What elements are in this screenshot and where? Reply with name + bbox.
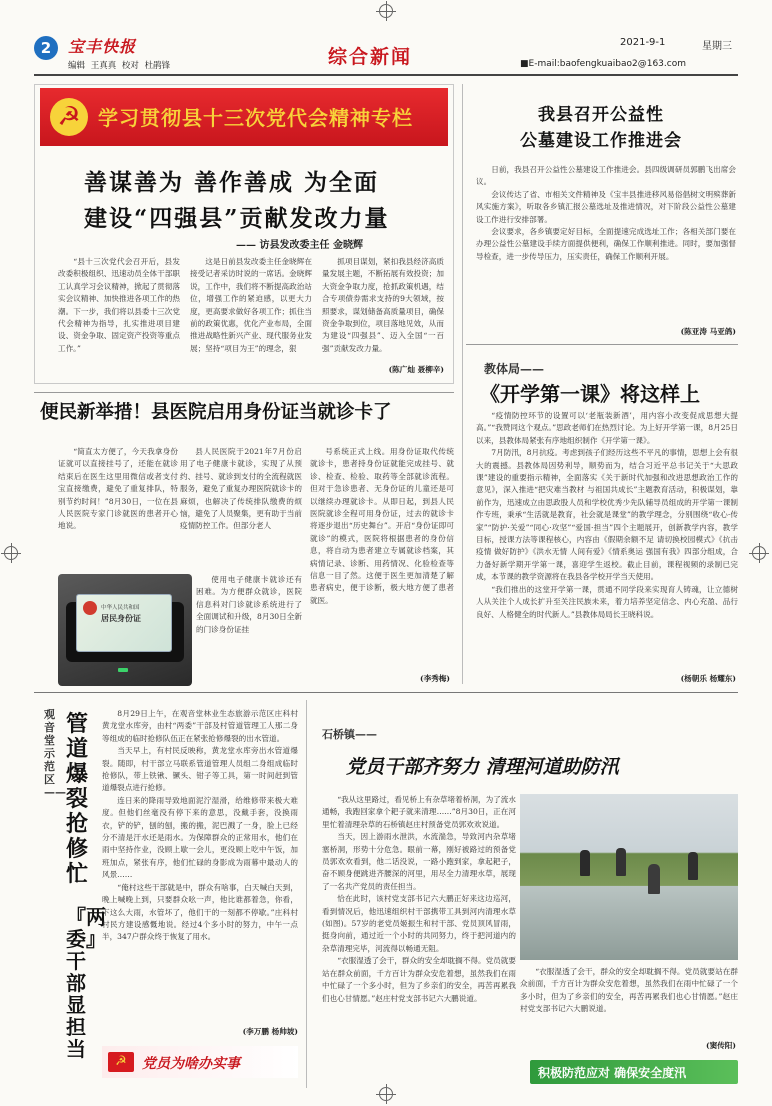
school-title: 《开学第一课》将这样上 bbox=[480, 382, 700, 406]
registration-mark-right bbox=[752, 546, 766, 560]
river-water bbox=[520, 886, 738, 960]
mid-page-rule bbox=[34, 692, 738, 693]
page-number-badge: 2 bbox=[34, 36, 58, 60]
pipe-footer-banner bbox=[102, 1046, 298, 1078]
bottom-column-divider bbox=[306, 700, 307, 1088]
river-kicker: 石桥镇—— bbox=[322, 728, 377, 741]
cemetery-title-1: 我县召开公益性 bbox=[538, 105, 664, 125]
page-header bbox=[34, 34, 738, 74]
school-body: “疫情防控环节的设置可以‘老瓶装新酒’，用内容小改变促成思想大提高。”“我赞同这个观点。”思政老师们在热烈讨论。为上好开学第一课，8月25日以来，县教体局紧张有序地组织制作《开学第一课》。 7月防汛，8月抗疫。考虑到孩子们经历这些不平凡的事情，思想上会有很大的震撼。县教体局因势利导，顺势而为，结合习近平总书记关于“大思政课”建设的重要指示精神，全面落实《关于新时代加强和改进思想政治工作的意见》，深入推进“把灾难当教材 与祖国共成长”主题教育活动，积极谋划，靠前作为，迅速成立由思政股人员和学校优秀少先队辅导员组成的开学第一课制作专班，秉承“生活就是教育，社会就是课堂”的教学理念，分别围绕“收心·传家”“防护·关爱”“同心·攻坚”“爱国·担当”四个主题展开，创新教学内容，教学目标，授课方法等课程核心，内容由《假期余额不足 请切换校园模式》《抗击疫情 做好防护》《洪水无情 人间有爱》《情系奥运 强国有我》四部分组成，合力备好新学期开学第一课，喜迎学生返校。截止目前，课程视频的录制已完成，本节课的教学资源将在我县各学校开学当天使用。 “我们推出的这堂开学第一课，贯通不同学段来实现育人铸魂，让立德树人从关注个人成长扩升至关注民族未来，着力培养坚定信念、内心充盈、品行良好、人格健全的时代新人。”县教体局局长王晓科说。 bbox=[476, 411, 738, 619]
pipe-title-a: 管道爆裂抢修忙 bbox=[66, 711, 89, 887]
party-flag-icon: ☭ bbox=[108, 1052, 134, 1072]
id-card-subtitle: 居民身份证 bbox=[101, 614, 141, 623]
special-headline-1: 善谋善为 善作善成 为全面 bbox=[84, 169, 380, 196]
river-title: 党员干部齐努力 清理河道助防汛 bbox=[346, 756, 619, 778]
right-column-divider bbox=[462, 84, 463, 684]
school-byline: (杨朝乐 杨耀东) bbox=[680, 674, 736, 683]
special-col-3: 抓项目谋划，紧扣我县经济高质量发展主题，不断拓展有效投资；加大资金争取力度，抢抓政策机遇，结合专项债券需求支持的9大领域，按照要求，谋划储备高质量项目，确保资金争取到位，项目落地见效，从而为建设“四强县”、迈入全国“一百强”贡献发改力量。 bbox=[322, 257, 444, 353]
hospital-col-1: “简直太方便了，今天我拿身份证就可以直接挂号了，还能在就诊结束后在医生这里用微信或者支付宝直接缴费，避免了重复排队，特别节约时间！”8月30日，一位在县人民医院专家门诊就医的患者开心地说。 bbox=[58, 447, 178, 531]
issue-weekday: 星期三 bbox=[702, 41, 732, 52]
worker-figure-2 bbox=[616, 848, 626, 876]
river-footer-banner bbox=[530, 1060, 738, 1084]
registration-mark-bottom bbox=[379, 1087, 393, 1101]
section-title: 综合新闻 bbox=[328, 46, 413, 68]
hospital-byline: (李秀梅) bbox=[420, 674, 450, 683]
school-kicker: 教体局—— bbox=[484, 362, 545, 376]
id-card bbox=[76, 594, 172, 652]
river-body-right: “衣服湿透了会干，群众的安全却耽搁不得。党员就要站在群众前面，千方百计为群众安危着想，虽然我们在雨中忙碌了一个多小时，但为了乡亲们的安全，再苦再累我们也心甘情愿。”赵庄村党支部书记六大鹏说道。 bbox=[520, 967, 738, 1014]
issue-date: 2021-9-1 bbox=[620, 37, 666, 48]
header-rule bbox=[34, 74, 738, 76]
staff-credits: 编辑 王真真 校对 杜鹃锋 bbox=[68, 61, 171, 71]
id-card-emblem-icon bbox=[83, 601, 97, 615]
registration-mark-top bbox=[379, 4, 393, 18]
banner-title: 学习贯彻县十三次党代会精神专栏 bbox=[98, 106, 413, 130]
hospital-title: 便民新举措！县医院启用身份证当就诊卡了 bbox=[40, 402, 392, 423]
id-card-reader-photo bbox=[58, 574, 192, 686]
contact-email: ■E-mail:baofengkuaibao2@163.com bbox=[520, 59, 686, 69]
special-headline-2: 建设“四强县”贡献发改力量 bbox=[84, 205, 390, 232]
pipe-footer-text: 党员为啥办实事 bbox=[142, 1056, 240, 1072]
hospital-col-2-top: 县人民医院于2021年7月份启用了电子健康卡就诊，实现了从预约、挂号、就诊到支付的全流程就医服务，避免了重复办理医院就诊卡的麻烦，也解决了传统排队缴费的烦恼，避免了人员聚集，更有助于当前疫情防控工作。但部分老人 bbox=[180, 447, 302, 531]
id-card-title: 中华人民共和国 bbox=[101, 605, 140, 611]
hospital-col-2-bottom: 使用电子健康卡就诊还有困难。为方便群众就诊，医院信息科对门诊就诊系统进行了全面调试和升级，8月30日全新的门诊身份证挂 bbox=[196, 575, 302, 634]
river-byline: (窦传阳) bbox=[706, 1041, 736, 1050]
river-footer-text: 积极防范应对 确保安全度汛 bbox=[538, 1066, 687, 1080]
special-col-2: 这是日前县发改委主任金晓辉在接受记者采访时说的一席话。金晓辉说，工作中，我们将不断提高政治站位，增强工作的紧迫感，以更大力度，更高要求做好各项工作；抓住当前的政策优惠，优化产业布局，全面推进战略性新兴产业、现代服务业发展；坚持“项目为王”的理念，狠 bbox=[190, 257, 312, 353]
party-emblem-icon: ☭ bbox=[50, 98, 88, 136]
hospital-top-rule bbox=[34, 392, 454, 393]
pipe-body: 8月29日上午，在观音堂林业生态旅游示范区庄科村黄龙堂水库旁，由村“两委”干部及村管道管理工人那二身等组成的临时抢修队伍正在紧张抢修爆裂的出水管道。 当天早上，有村民反映称，黄龙堂水库旁出水管道爆裂。随即，村干部立马联系管道管理人员组二身组成临时抢修队，带上铁锹、镢头、钳子等工具，第一时间赶到管道爆裂点进行抢修。 连日来的降雨导致地面泥泞湿滑，给维修带来极大难度。但他们丝毫没有停下来的意思，没戴手套，没换雨衣，铲的铲，刨的刨，搬的搬，泥巴溅了一身，脸上已经分不清是汗水还是雨水。为保障群众的正常用水，他们在雨中坚持作业，没顾上歇一会儿，更没顾上吃中午饭，加班加点，紧张有序，他们忙碌的身影成为雨幕中最动人的风景…… “俺村这些干部就是中，群众有啥事，白天喊白天到，晚上喊晚上到，只要群众吆一声，他比谁都着急，你看，下这么大雨，水管坏了，他们干的一刻都不停歇。”庄科村村民方建设感慨地说。经过4个多小时的努力，中午一点半，347户群众终于恢复了用水。 bbox=[102, 709, 298, 942]
cemetery-rule bbox=[466, 344, 738, 345]
pipe-kicker: 观音堂示范区—— bbox=[44, 708, 66, 799]
special-byline: (陈广灿 聂柳辛) bbox=[388, 365, 444, 374]
river-body-left: “我从这里路过，看见桥上有杂草堵着桥洞，为了流水通畅，我跑回家拿个耙子就来清理……”8月30日，正在河里忙着清理杂草的石桥镇赵庄村预备党员郭欢欢说道。 当天，因上游雨水泄洪，水流湍急，导致河内杂草堵塞桥洞，形势十分危急。眼前一幕，刚好被路过的预备党员郭欢欢看到，他二话没说，一路小跑到家，拿起耙子，奋不顾身便跳进齐腰深的河里，用尽全力清理水草，展现了一名共产党员的责任担当。 恰在此时，该村党支部书记六大鹏正好来这边巡河，看到情况后，他迅速组织村干部携带工具到河内清理水草(如图)。57岁的老党员姬振生和村干部、党员顶风冒雨，挺身向前，通过近一个小时的共同努力，终于把河道内的杂草清理完毕，河流得以畅通无阻。 “衣服湿透了会干，群众的安全却耽搁不得。党员就要站在群众前面，千方百计为群众安危着想，虽然我们在雨中忙碌了一个多小时，但为了乡亲们的安全，再苦再累我们也心甘情愿。”赵庄村党支部书记六大鹏说道。 bbox=[322, 795, 516, 1003]
river-cleanup-photo bbox=[520, 794, 738, 960]
reader-indicator-icon bbox=[118, 668, 128, 672]
cemetery-byline: (陈亚涛 马亚鸽) bbox=[680, 327, 736, 336]
special-banner bbox=[40, 88, 448, 146]
special-col-1: “县十三次党代会召开后，县发改委积极组织、迅速动员全体干部职工认真学习会议精神，掀起了贯彻落实会议精神、加快推进各项工作的热潮。下一步，我们将以县委十三次党代会精神为指导，扎实推进项目建设、资金争取、固定资产投资等重点工作。” bbox=[58, 257, 180, 353]
hospital-col-3: 号系统正式上线。用身份证取代传统就诊卡，患者持身份证就能完成挂号、就诊、检查、检验、取药等全部就诊流程。但对于急诊患者、无身份证的儿童还是可以继续办理就诊卡。从即日起，到县人民医院就诊全程可用身份证，过去的就诊卡将逐步退出“历史舞台”。开启“身份证即可就诊”的模式，医院将根据患者的身份信息，将自动为患者建立专属就诊档案，其病情记录、诊断、用药情况、化验检查等信息一目了然。这便于医生更加清楚了解患者病史，便于诊断，极大地方便了患者就医。 bbox=[310, 447, 454, 605]
special-subhead: —— 访县发改委主任 金晓辉 bbox=[236, 240, 363, 251]
cemetery-title-2: 公墓建设工作推进会 bbox=[520, 131, 682, 151]
worker-figure-1 bbox=[580, 850, 590, 876]
paper-name: 宝丰快报 bbox=[68, 37, 137, 56]
pipe-title-b: 『两委』干部显担当 bbox=[66, 905, 106, 1061]
pipe-byline: (李万鹏 杨帅坡) bbox=[242, 1027, 298, 1036]
worker-figure-3 bbox=[648, 864, 660, 894]
cemetery-body: 日前，我县召开公益性公墓建设工作推进会。县四级调研员郭鹏飞出席会议。 会议传达了省、市相关文件精神及《宝丰县推进移风易俗倡树文明殡葬新风实施方案》，听取各乡镇汇报公墓选址及推进情况，对下阶段公益性公墓建设工作进行安排部署。 会议要求，各乡镇要定好目标，全面提速完成选址工作；各相关部门要在办理公益性公墓建设手续方面提供便利，确保工作顺利推进。同时，要加强督导检查，进一步传导压力，压实责任，确保工作顺利开展。 bbox=[476, 165, 736, 261]
registration-mark-left bbox=[4, 546, 18, 560]
worker-figure-4 bbox=[688, 852, 698, 880]
